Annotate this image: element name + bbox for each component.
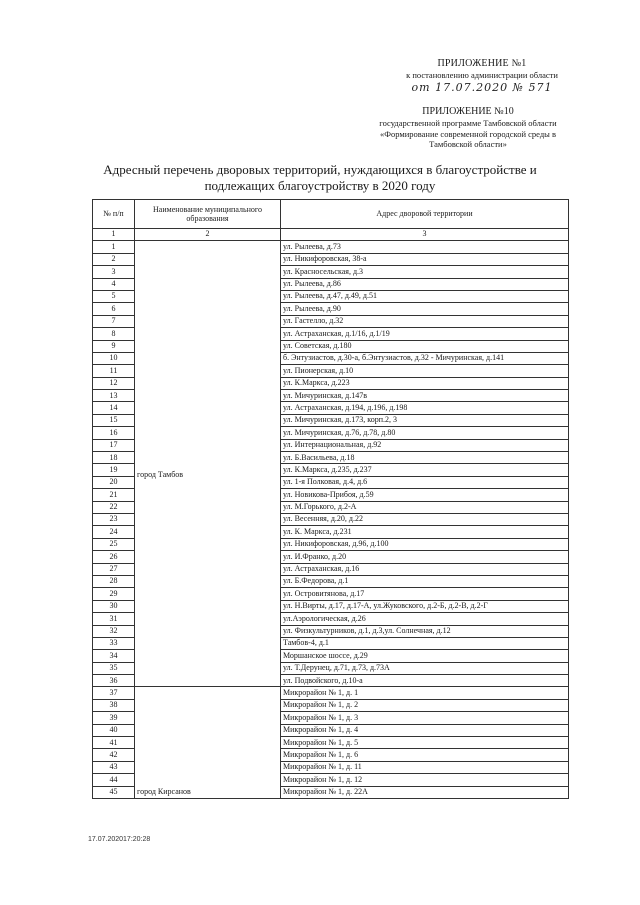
- address-cell: ул. Т.Дерунец, д.71, д.73, д.73А: [281, 662, 569, 674]
- row-number: 36: [93, 675, 135, 687]
- row-number: 15: [93, 414, 135, 426]
- address-cell: ул. Астраханская, д.16: [281, 563, 569, 575]
- row-number: 42: [93, 749, 135, 761]
- appendix-1-header: [382, 58, 582, 94]
- document-title: [90, 162, 550, 193]
- address-cell: Микрорайон № 1, д. 1: [281, 687, 569, 699]
- appendix-1-line: к постановлению администрации области: [406, 70, 558, 80]
- address-cell: ул. И.Франко, д.20: [281, 551, 569, 563]
- row-number: 30: [93, 600, 135, 612]
- address-cell: ул. Мичуринская, д.76, д.78, д.80: [281, 427, 569, 439]
- header-number: № п/п: [93, 200, 135, 229]
- row-number: 43: [93, 761, 135, 773]
- row-number: 27: [93, 563, 135, 575]
- address-cell: б. Энтузиастов, д.30-а, б.Энтузиастов, д.32 - Мичуринская, д.141: [281, 352, 569, 364]
- header-address: Адрес дворовой территории: [281, 200, 569, 229]
- appendix-1-title: ПРИЛОЖЕНИЕ №1: [437, 58, 527, 69]
- address-cell: Микрорайон № 1, д. 12: [281, 774, 569, 786]
- row-number: 38: [93, 699, 135, 711]
- address-cell: ул. Рылеева, д.47, д.49, д.51: [281, 290, 569, 302]
- row-number: 8: [93, 328, 135, 340]
- document-title-line: Адресный перечень дворовых территорий, нуждающихся в благоустройстве и: [103, 162, 537, 177]
- row-number: 21: [93, 489, 135, 501]
- table-row: [93, 687, 569, 699]
- row-number: 16: [93, 427, 135, 439]
- address-cell: Моршанское шоссе, д.29: [281, 650, 569, 662]
- row-number: 3: [93, 266, 135, 278]
- address-cell: ул. Мичуринская, д.173, корп.2, 3: [281, 414, 569, 426]
- address-cell: ул. Б.Федорова, д.1: [281, 575, 569, 587]
- address-cell: ул. Астраханская, д.1/16, д.1/19: [281, 328, 569, 340]
- address-cell: ул. Гастелло, д.32: [281, 315, 569, 327]
- municipality-cell: город Кирсанов: [135, 687, 281, 799]
- handwritten-date-number: от 17.07.2020 № 571: [411, 81, 553, 94]
- column-number-2: 2: [135, 229, 281, 241]
- appendix-10-line: государственной программе Тамбовской области: [379, 118, 557, 128]
- address-cell: ул. Интернациональная, д.92: [281, 439, 569, 451]
- address-cell: Микрорайон № 1, д. 11: [281, 761, 569, 773]
- address-cell: ул. Пионерская, д.10: [281, 365, 569, 377]
- column-number-1: 1: [93, 229, 135, 241]
- row-number: 1: [93, 241, 135, 253]
- address-cell: Микрорайон № 1, д. 2: [281, 699, 569, 711]
- column-number-3: 3: [281, 229, 569, 241]
- row-number: 25: [93, 538, 135, 550]
- address-cell: ул. Подвойского, д.10-а: [281, 675, 569, 687]
- address-cell: Микрорайон № 1, д. 22А: [281, 786, 569, 798]
- address-cell: ул. Никифоровская, д.96, д.100: [281, 538, 569, 550]
- address-cell: ул. Никифоровская, 38-а: [281, 253, 569, 265]
- row-number: 22: [93, 501, 135, 513]
- address-cell: ул. Б.Васильева, д.18: [281, 452, 569, 464]
- address-cell: Микрорайон № 1, д. 3: [281, 712, 569, 724]
- row-number: 35: [93, 662, 135, 674]
- address-cell: ул. К.Маркса, д.235, д.237: [281, 464, 569, 476]
- row-number: 41: [93, 737, 135, 749]
- appendix-10-line: «Формирование современной городской среды в: [379, 128, 557, 139]
- address-cell: ул.Аэрологическая, д.26: [281, 613, 569, 625]
- row-number: 12: [93, 377, 135, 389]
- row-number: 19: [93, 464, 135, 476]
- row-number: 39: [93, 712, 135, 724]
- address-table: [92, 199, 569, 799]
- address-cell: Тамбов-4, д.1: [281, 637, 569, 649]
- row-number: 13: [93, 390, 135, 402]
- row-number: 31: [93, 613, 135, 625]
- row-number: 14: [93, 402, 135, 414]
- table-body: [93, 241, 569, 799]
- row-number: 5: [93, 290, 135, 302]
- row-number: 17: [93, 439, 135, 451]
- address-cell: Микрорайон № 1, д. 6: [281, 749, 569, 761]
- row-number: 23: [93, 513, 135, 525]
- row-number: 11: [93, 365, 135, 377]
- row-number: 6: [93, 303, 135, 315]
- row-number: 32: [93, 625, 135, 637]
- address-cell: ул. Рылеева, д.73: [281, 241, 569, 253]
- print-timestamp: 17.07.202017:20:28: [88, 836, 151, 843]
- address-cell: ул. Советская, д.180: [281, 340, 569, 352]
- row-number: 40: [93, 724, 135, 736]
- row-number: 20: [93, 476, 135, 488]
- address-cell: ул. Н.Вирты, д.17, д.17-А, ул.Жуковского, д.2-Б, д.2-В, д.2-Г: [281, 600, 569, 612]
- row-number: 4: [93, 278, 135, 290]
- address-cell: ул. Мичуринская, д.147в: [281, 390, 569, 402]
- address-cell: ул. Красносельская, д.3: [281, 266, 569, 278]
- address-cell: ул. К. Маркса, д.231: [281, 526, 569, 538]
- header-municipality: Наименование муниципального образования: [135, 200, 281, 229]
- row-number: 33: [93, 637, 135, 649]
- address-cell: Микрорайон № 1, д. 5: [281, 737, 569, 749]
- address-cell: ул. Астраханская, д.194, д.196, д.198: [281, 402, 569, 414]
- row-number: 44: [93, 774, 135, 786]
- municipality-cell: город Тамбов: [135, 241, 281, 687]
- row-number: 26: [93, 551, 135, 563]
- address-cell: ул. 1-я Полковая, д.4, д.6: [281, 476, 569, 488]
- address-cell: Микрорайон № 1, д. 4: [281, 724, 569, 736]
- address-cell: ул. Рылеева, д.86: [281, 278, 569, 290]
- document-title-line: подлежащих благоустройству в 2020 году: [204, 177, 436, 193]
- address-cell: ул. Рылеева, д.90: [281, 303, 569, 315]
- row-number: 2: [93, 253, 135, 265]
- table-row: [93, 241, 569, 253]
- address-cell: ул. М.Горького, д.2-А: [281, 501, 569, 513]
- address-cell: ул. Новикова-Прибоя, д.59: [281, 489, 569, 501]
- row-number: 28: [93, 575, 135, 587]
- row-number: 24: [93, 526, 135, 538]
- address-cell: ул. Физкультурников, д.1, д.3,ул. Солнечная, д.12: [281, 625, 569, 637]
- appendix-10-line: Тамбовской области»: [429, 139, 507, 150]
- address-cell: ул. К.Маркса, д.223: [281, 377, 569, 389]
- row-number: 37: [93, 687, 135, 699]
- row-number: 29: [93, 588, 135, 600]
- row-number: 7: [93, 315, 135, 327]
- appendix-10-title: ПРИЛОЖЕНИЕ №10: [422, 106, 514, 117]
- row-number: 18: [93, 452, 135, 464]
- appendix-10-header: [354, 106, 582, 150]
- row-number: 9: [93, 340, 135, 352]
- row-number: 34: [93, 650, 135, 662]
- address-cell: ул. Весенняя, д.20, д.22: [281, 513, 569, 525]
- row-number: 10: [93, 352, 135, 364]
- row-number: 45: [93, 786, 135, 798]
- address-cell: ул. Островитянова, д.17: [281, 588, 569, 600]
